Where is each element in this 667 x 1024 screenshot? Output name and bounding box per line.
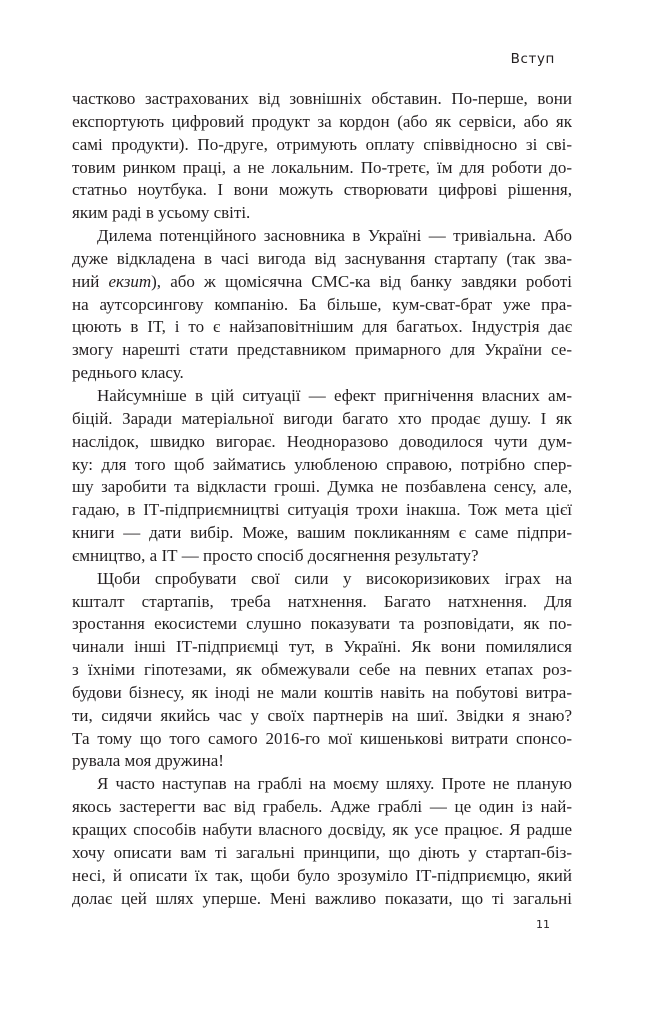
text-line xyxy=(72,499,572,522)
text-segment: яким раді в усьому світі. xyxy=(72,203,251,223)
text-line xyxy=(72,591,572,614)
text-line xyxy=(72,179,572,202)
text-line xyxy=(72,88,572,111)
text-segment: біцій. Заради матеріальної вигоди багато хто продає душу. І як xyxy=(72,408,572,428)
text-segment: будови бізнесу, як іноді не мали коштів навіть на побутові витра- xyxy=(72,682,572,702)
paragraph xyxy=(72,568,572,774)
text-line xyxy=(72,294,572,317)
text-segment: наслідок, швидко вигорає. Неодноразово доводилося чути дум- xyxy=(72,431,572,451)
page-number: 11 xyxy=(536,918,550,931)
text-line xyxy=(72,682,572,705)
text-line xyxy=(72,819,572,842)
paragraph xyxy=(72,88,572,225)
running-head: Вступ xyxy=(510,51,555,67)
text-line xyxy=(72,659,572,682)
text-segment: долає цей шлях уперше. Мені важливо показати, що ті загальні xyxy=(72,888,572,908)
text-line xyxy=(72,522,572,545)
text-segment: ), або ж щомісячна СМС-ка від банку завдяки роботі xyxy=(151,271,572,291)
text-segment: Та тому що того самого 2016-го мої кишенькові витрати спонсо- xyxy=(72,728,572,748)
text-line xyxy=(72,408,572,431)
text-line xyxy=(72,796,572,819)
text-line xyxy=(72,750,572,773)
text-segment: книги — дати вибір. Може, вашим покликанням є саме підпри- xyxy=(72,523,572,543)
text-line xyxy=(72,636,572,659)
text-line xyxy=(72,202,572,225)
text-segment: гадаю, в ІТ-підприємництві ситуація трохи інакша. Тож мета цієї xyxy=(72,500,572,520)
text-segment: змогу нарешті стати представником примарного для України се- xyxy=(72,340,572,360)
text-line xyxy=(72,431,572,454)
text-line xyxy=(72,728,572,751)
italic-term: екзит xyxy=(108,271,152,291)
text-segment: частково застрахованих від зовнішніх обставин. По-перше, вони xyxy=(72,89,572,108)
text-line xyxy=(72,111,572,134)
text-line xyxy=(72,865,572,888)
text-line xyxy=(72,476,572,499)
text-segment: статньо ноутбука. І вони можуть створювати цифрові рішення, xyxy=(72,180,572,200)
text-line xyxy=(72,248,572,271)
text-line xyxy=(72,613,572,636)
text-segment: цюють в ІТ, і то є найзаповітнішим для багатьох. Індустрія дає xyxy=(72,317,572,337)
text-segment: кращих способів набути власного досвіду, як усе працює. Я радше xyxy=(72,820,572,839)
text-segment: Дилема потенційного засновника в Україні — тривіальна. Або xyxy=(97,226,572,246)
text-line xyxy=(72,157,572,180)
text-segment: з їхніми гіпотезами, як обмежували себе на певних етапах роз- xyxy=(72,660,572,680)
text-segment: рувала моя дружина! xyxy=(72,751,224,771)
text-segment: реднього класу. xyxy=(72,363,184,383)
text-segment: ний xyxy=(72,271,109,291)
text-segment: Щоби спробувати свої сили у високоризикових іграх на xyxy=(97,568,572,588)
text-line xyxy=(72,705,572,728)
paragraph xyxy=(72,773,572,910)
text-segment: чинали інші ІТ-підприємці тут, в Україні. Як вони помилялися xyxy=(72,637,572,657)
paragraph xyxy=(72,225,572,385)
text-line xyxy=(72,339,572,362)
text-line xyxy=(72,316,572,339)
text-segment: хочу описати вам ті загальні принципи, що діють у стартап-біз- xyxy=(72,842,572,862)
text-segment: шу заробити та відкласти гроші. Думка не позбавлена сенсу, але, xyxy=(72,477,572,497)
text-segment: Найсумніше в цій ситуації — ефект пригнічення власних ам- xyxy=(97,385,572,405)
text-line xyxy=(72,842,572,865)
text-segment: товим ринком праці, а не локальним. По-третє, їм для роботи до- xyxy=(72,157,572,177)
text-line xyxy=(72,568,572,591)
text-line xyxy=(72,773,572,796)
text-segment: на аутсорсингову компанію. Ба більше, кум-сват-брат уже пра- xyxy=(72,294,572,314)
text-line xyxy=(72,385,572,408)
text-segment: якось застерегти вас від грабель. Адже граблі — це один із най- xyxy=(72,797,572,817)
text-segment: зростання екосистеми слушно показувати та розповідати, як по- xyxy=(72,614,572,634)
text-line xyxy=(72,225,572,248)
body-text xyxy=(72,88,572,910)
text-line xyxy=(72,134,572,157)
text-line xyxy=(72,271,572,294)
text-line xyxy=(72,454,572,477)
text-segment: несі, й описати їх так, щоби було зрозуміло ІТ-підприємцю, який xyxy=(72,865,572,885)
text-segment: кшталт стартапів, треба натхнення. Багато натхнення. Для xyxy=(72,591,572,611)
text-segment: ти, сидячи якийсь час у своїх партнерів на шиї. Звідки я знаю? xyxy=(72,705,572,725)
paragraph xyxy=(72,385,572,568)
text-segment: ємництво, а ІТ — просто спосіб досягнення результату? xyxy=(72,545,479,565)
text-segment: ку: для того щоб займатись улюбленою справою, потрібно спер- xyxy=(72,454,572,474)
text-line xyxy=(72,545,572,568)
text-segment: експортують цифровий продукт за кордон (або як сервіси, або як xyxy=(72,111,572,131)
text-line xyxy=(72,888,572,911)
text-segment: Я часто наступав на граблі на моєму шляху. Проте не планую xyxy=(97,774,572,794)
text-segment: дуже відкладена в часі вигода від заснування стартапу (так зва- xyxy=(72,248,572,268)
text-segment: самі продукти). По-друге, отримують оплату співвідносно зі сві- xyxy=(72,134,572,154)
text-line xyxy=(72,362,572,385)
